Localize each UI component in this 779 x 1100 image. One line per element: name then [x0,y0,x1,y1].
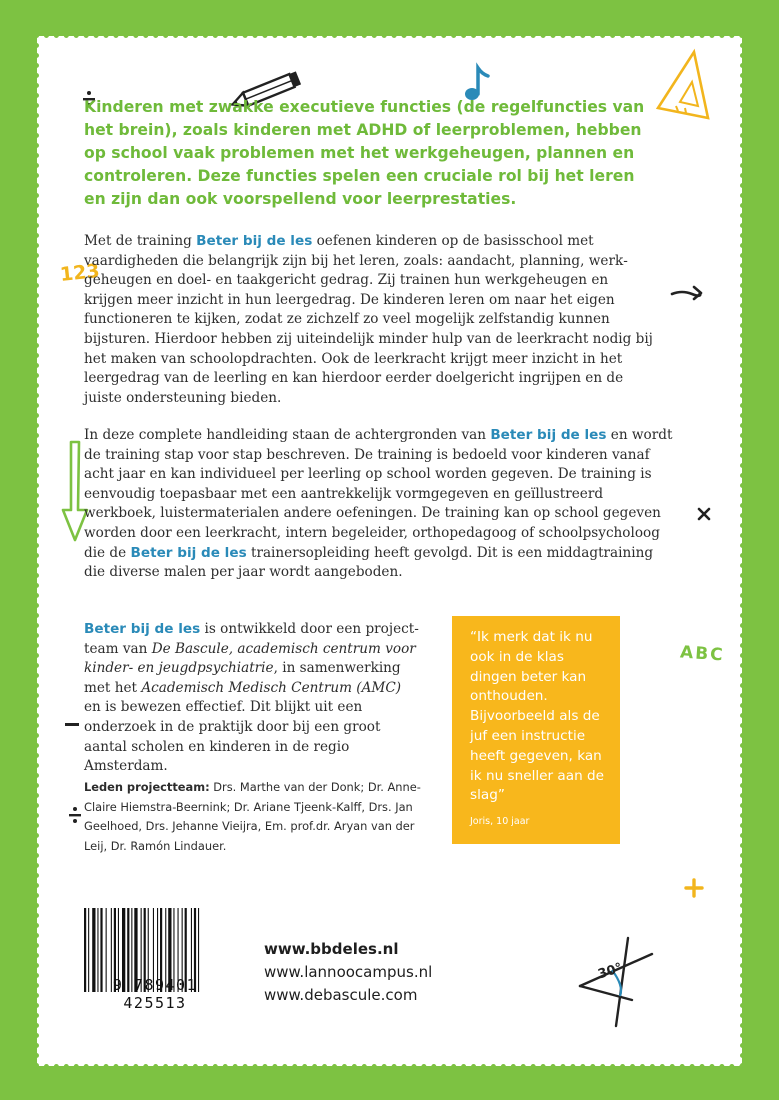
text: In deze complete handleiding staan de achtergronden van [84,427,491,443]
text: trainersopleiding heeft gevolgd. Dit is een middagtraining die diverse malen per jaar wordt aangeboden. [84,544,654,581]
team-label: Leden projectteam: [84,780,210,794]
quote-text: “Ik merk dat ik nu ook in de klas dingen beter kan onthouden. Bijvoorbeeld als de juf een instructie heeft gegeven, kan ik nu sneller aan de slag” [470,629,604,804]
program-name: Beter bij de les [130,544,247,561]
url-debascule[interactable]: www.debascule.com [264,986,418,1004]
minus-icon [64,722,80,728]
set-square-icon [652,48,712,126]
plus-icon [684,878,704,898]
team-members: Drs. Marthe van der Donk; Dr. Anne-Claire Hiemstra-Beernink; Dr. Ariane Tjeenk-Kalff, Drs. Jan Geelhoed, Drs. Jehanne Vieijra, Em. prof.dr. Aryan van der Leij, Dr. Ramón Lindauer. [84,780,421,853]
text: , in samenwerking met het [84,660,401,696]
quote-author: Joris, 10 jaar [470,816,530,828]
training-description [84,232,660,408]
project-team [84,778,424,856]
letters-doodle: ABC [679,642,726,666]
intro-paragraph: Kinderen met zwakke executieve functies (de regelfuncties van het brein), zoals kinderen met ADHD of leerproblemen, hebben op school vaak problemen met het werkgeheugen, plannen en controleren. Deze functies spelen een cruciale rol bij het leren en zijn dan ook voorspellend voor leerprestaties. [84,98,645,208]
arrow-right-icon [670,284,704,302]
handbook-description [84,426,674,583]
website-list [264,938,432,1007]
url-lannoocampus[interactable]: www.lannoocampus.nl [264,963,433,981]
text: en wordt de training stap voor stap beschreven. De training is bedoeld voor kinderen vanaf acht jaar en kan individueel per leerling op school worden gegeven. De training is eenvoudig toepasbaar met een aantrekkelijk vormgegeven en geïllustreerd werkboek, luistermaterialen andere oefeningen. De training kan op school gegeven worden door een leerkracht, intern begeleider, orthopedagoog of schoolpsycholoog die de [84,427,673,561]
program-name: Beter bij de les [490,427,607,443]
development-description [84,620,420,777]
url-bbdeles[interactable]: www.bbdeles.nl [264,940,399,958]
program-name: Beter bij de les [196,233,313,249]
barcode [80,906,230,1012]
text: en is bewezen effectief. Dit blijkt uit een onderzoek in de praktijk door bij een groot aantal scholen en kinderen in de regio Amsterdam. [84,699,381,775]
protractor-angle-icon [572,934,668,1030]
text: Met de training [84,233,197,249]
program-name: Beter bij de les [84,621,201,637]
text: is ontwikkeld door een projectteam van [84,621,419,657]
organization-name: De Bascule, academisch centrum voor kinder- en jeugdpsychiatrie [84,640,416,677]
partner-name: Academisch Medisch Centrum (AMC) [141,679,402,696]
isbn-number: 9 789401 425513 [112,976,198,1012]
quote-box [452,616,620,844]
divide-icon [68,806,82,824]
angle-label: 30° [596,960,625,983]
multiply-icon [696,506,712,522]
text: oefenen kinderen op de basisschool met vaardigheden die belangrijk zijn bij het leren, zoals: aandacht, planning, werkgeheugen en doel- en taakgericht gedrag. Zij trainen hun werkgeheugen en krijgen meer inzicht in hun leergedrag. De kinderen leren om naar het eigen functioneren te kijken, zodat ze zichzelf zo veel mogelijk zelfstandig kunnen bijsturen. Hierdoor hebben zij uiteindelijk minder hulp van de leerkracht nodig bij het maken van schoolopdrachten. Ook de leerkracht krijgt meer inzicht in het leergedrag van de leerling en kan hierdoor eerder doelgericht ingrijpen en de juiste ondersteuning bieden. [84,233,653,406]
numbers-doodle: 123 [58,259,101,287]
